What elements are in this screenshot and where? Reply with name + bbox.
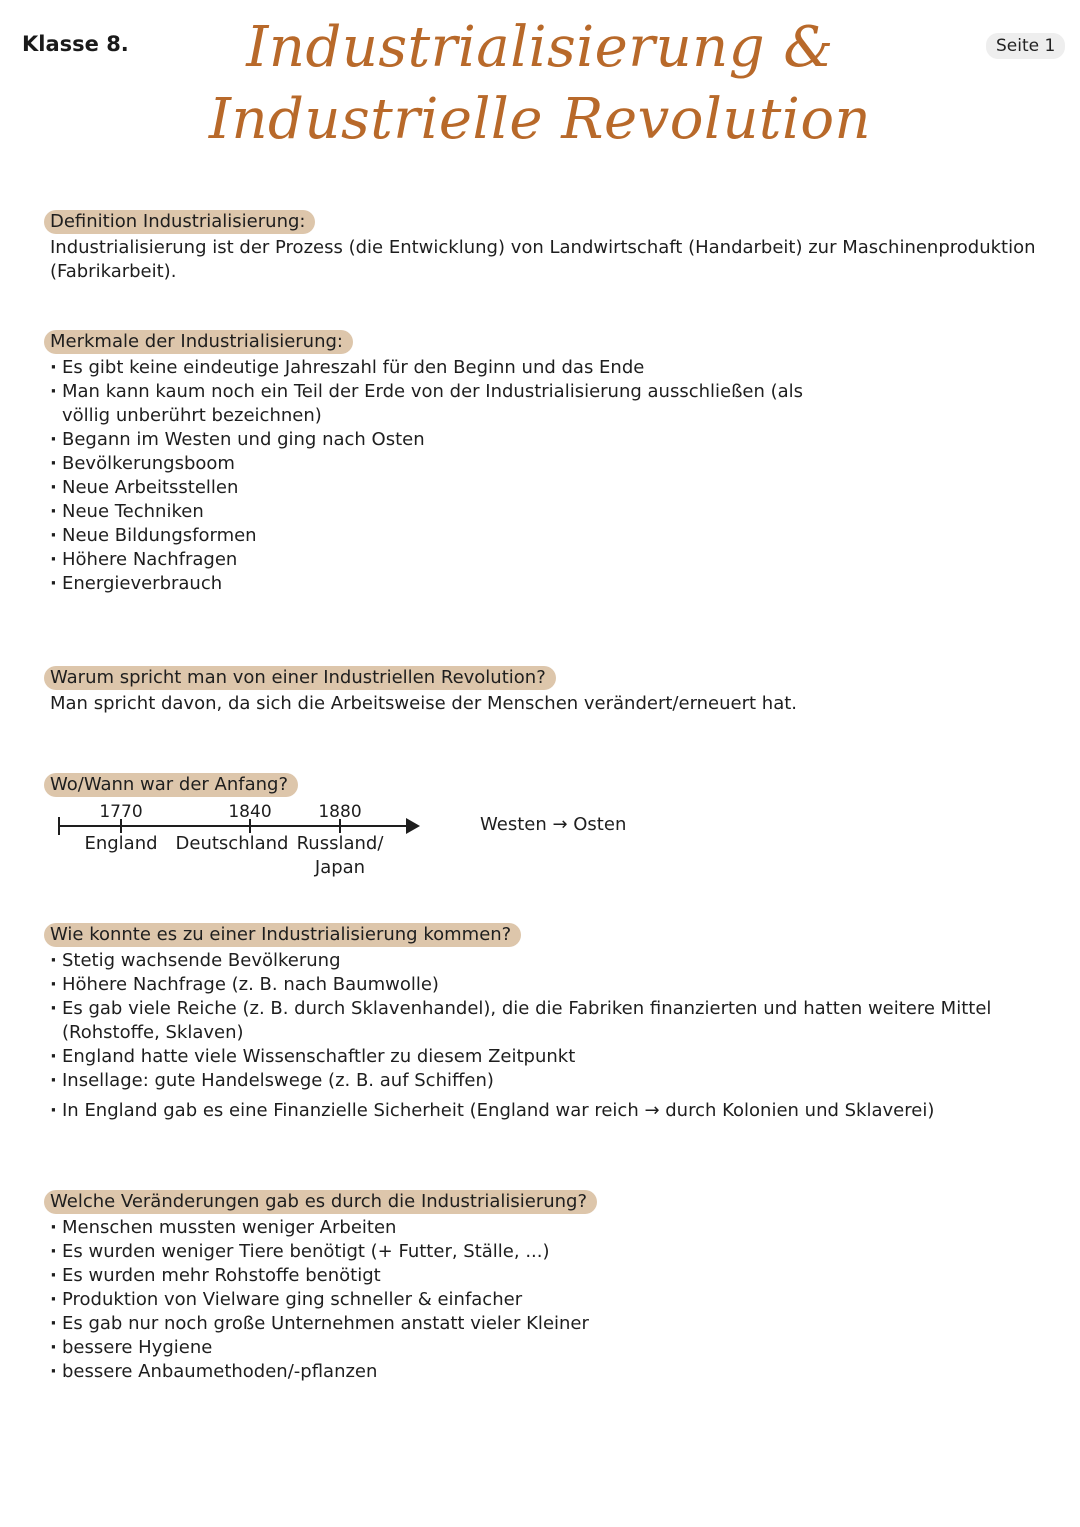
class-label: Klasse 8. (22, 32, 129, 56)
changes-section (44, 1190, 824, 1384)
features-list (44, 356, 824, 596)
list-item: · Neue Techniken (50, 500, 824, 524)
changes-list (44, 1216, 824, 1384)
list-item: · bessere Hygiene (50, 1336, 824, 1360)
timeline-year: 1880 (318, 802, 362, 822)
timeline-place: England (84, 833, 158, 854)
list-item: · Insellage: gute Handelswege (z. B. auf Schiffen) (50, 1069, 1004, 1093)
list-item: · bessere Anbaumethoden/-pflanzen (50, 1360, 824, 1384)
list-item: · Es gibt keine eindeutige Jahreszahl für den Beginn und das Ende (50, 356, 824, 380)
list-item: · Höhere Nachfragen (50, 548, 824, 572)
timeline-axis (58, 825, 408, 827)
page-title (180, 12, 900, 156)
list-item: · England hatte viele Wissenschaftler zu diesem Zeitpunkt (50, 1045, 1004, 1069)
revolution-text: Man spricht davon, da sich die Arbeitsweise der Menschen verändert/erneuert hat. (50, 693, 798, 714)
list-item: · Es gab nur noch große Unternehmen anstatt vieler Kleiner (50, 1312, 824, 1336)
list-item: · Neue Arbeitsstellen (50, 476, 824, 500)
list-item: · Stetig wachsende Bevölkerung (50, 949, 1004, 973)
timeline-place: Russland/ Japan (296, 833, 384, 878)
definition-text: Industrialisierung ist der Prozess (die Entwicklung) von Landwirtschaft (Handarbeit) zur Maschinenproduktion (Fabrikarbeit). (50, 237, 1036, 282)
features-section (44, 330, 824, 596)
beginning-heading: Wo/Wann war der Anfang? (44, 773, 298, 797)
causes-section (44, 923, 1004, 1123)
definition-section (44, 210, 1054, 284)
timeline-year: 1770 (99, 802, 143, 822)
list-item: · Begann im Westen und ging nach Osten (50, 428, 824, 452)
list-item: · Bevölkerungsboom (50, 452, 824, 476)
direction-text: Westen → Osten (480, 814, 627, 835)
list-item: · Es wurden mehr Rohstoffe benötigt (50, 1264, 824, 1288)
beginning-section (44, 773, 1054, 797)
list-item: · Es gab viele Reiche (z. B. durch Sklavenhandel), die die Fabriken finanzierten und hatten weitere Mittel (Rohstoffe, Sklaven) (50, 997, 1004, 1045)
title-line-2: Industrielle Revolution (208, 87, 872, 152)
changes-heading: Welche Veränderungen gab es durch die Industrialisierung? (44, 1190, 597, 1214)
list-item: · Produktion von Vielware ging schneller & einfacher (50, 1288, 824, 1312)
list-item: · Es wurden weniger Tiere benötigt (+ Futter, Ställe, ...) (50, 1240, 824, 1264)
causes-heading: Wie konnte es zu einer Industrialisierung kommen? (44, 923, 521, 947)
features-heading: Merkmale der Industrialisierung: (44, 330, 353, 354)
causes-list (44, 949, 1004, 1123)
definition-heading: Definition Industrialisierung: (44, 210, 315, 234)
revolution-section (44, 666, 1054, 716)
list-item: · Menschen mussten weniger Arbeiten (50, 1216, 824, 1240)
list-item: · Energieverbrauch (50, 572, 824, 596)
list-item: · Höhere Nachfrage (z. B. nach Baumwolle) (50, 973, 1004, 997)
title-line-1: Industrialisierung & (246, 15, 834, 80)
page-number-badge: Seite 1 (986, 33, 1065, 59)
arrow-right-icon (406, 818, 420, 834)
revolution-heading: Warum spricht man von einer Industriellen Revolution? (44, 666, 556, 690)
list-item: · In England gab es eine Finanzielle Sicherheit (England war reich → durch Kolonien und Sklaverei) (50, 1099, 1004, 1123)
timeline (52, 800, 432, 890)
list-item: · Man kann kaum noch ein Teil der Erde von der Industrialisierung ausschließen (als völlig unberührt bezeichnen) (50, 380, 824, 428)
timeline-year: 1840 (228, 802, 272, 822)
timeline-place: Deutschland (175, 833, 289, 854)
list-item: · Neue Bildungsformen (50, 524, 824, 548)
